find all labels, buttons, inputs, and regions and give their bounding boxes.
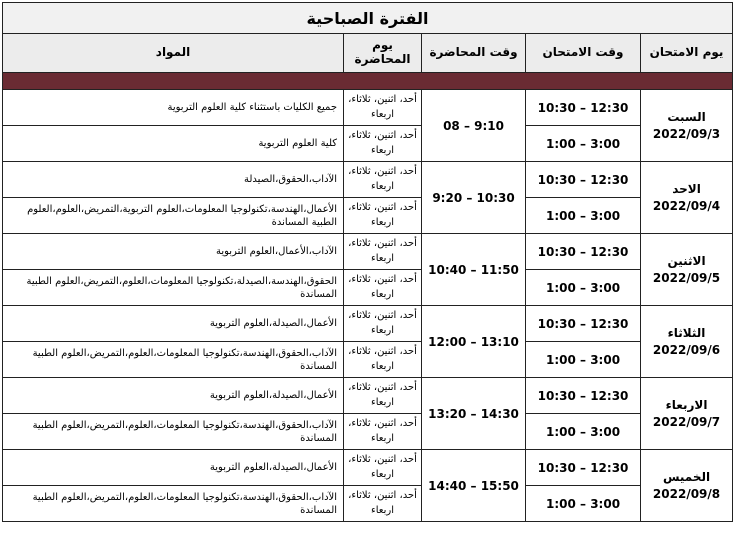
lecture-days-cell: أحد، اثنين، ثلاثاء، اربعاء bbox=[344, 162, 422, 198]
subjects-cell: كلية العلوم التربوية bbox=[3, 126, 344, 162]
exam-time-cell: 10:30 – 12:30 bbox=[526, 162, 641, 198]
table-row bbox=[3, 486, 733, 522]
subjects-cell: الآداب،الحقوق،الهندسة،تكنولوجيا المعلومات،العلوم،التمريض،العلوم الطبية المساندة bbox=[3, 486, 344, 522]
exam-time-cell: 1:00 – 3:00 bbox=[526, 126, 641, 162]
subjects-cell: الأعمال،الصيدلة،العلوم التربوية bbox=[3, 378, 344, 414]
schedule-title: الفترة الصباحية bbox=[3, 3, 733, 34]
exam-day-cell bbox=[641, 450, 733, 522]
lecture-days-cell: أحد، اثنين، ثلاثاء، اربعاء bbox=[344, 270, 422, 306]
exam-day-date: 2022/09/6 bbox=[652, 342, 721, 357]
lecture-days-cell: أحد، اثنين، ثلاثاء، اربعاء bbox=[344, 126, 422, 162]
header-lecture-day: يوم المحاضرة bbox=[344, 34, 422, 73]
exam-time-cell: 1:00 – 3:00 bbox=[526, 198, 641, 234]
exam-day-name: السبت bbox=[667, 110, 706, 125]
exam-day-cell bbox=[641, 306, 733, 378]
subjects-cell: الآداب،الأعمال،العلوم التربوية bbox=[3, 234, 344, 270]
exam-day-date: 2022/09/7 bbox=[652, 414, 721, 429]
subjects-cell: الأعمال،الصيدلة،العلوم التربوية bbox=[3, 306, 344, 342]
lecture-days-cell: أحد، اثنين، ثلاثاء، اربعاء bbox=[344, 414, 422, 450]
table-row bbox=[3, 450, 733, 486]
lecture-time-cell: 10:40 – 11:50 bbox=[422, 234, 526, 306]
lecture-time-cell: 14:40 – 15:50 bbox=[422, 450, 526, 522]
exam-day-name: الاربعاء bbox=[665, 398, 708, 413]
table-row bbox=[3, 198, 733, 234]
table-row bbox=[3, 90, 733, 126]
lecture-days-cell: أحد، اثنين، ثلاثاء، اربعاء bbox=[344, 450, 422, 486]
header-exam-time: وقت الامتحان bbox=[526, 34, 641, 73]
schedule-container bbox=[2, 2, 732, 522]
subjects-cell: الحقوق،الهندسة،الصيدلة،تكنولوجيا المعلومات،العلوم،التمريض،العلوم الطبية المساندة bbox=[3, 270, 344, 306]
header-divider-band bbox=[3, 73, 733, 90]
exam-day-cell bbox=[641, 90, 733, 162]
exam-time-cell: 10:30 – 12:30 bbox=[526, 378, 641, 414]
lecture-days-cell: أحد، اثنين، ثلاثاء، اربعاء bbox=[344, 198, 422, 234]
lecture-days-cell: أحد، اثنين، ثلاثاء، اربعاء bbox=[344, 234, 422, 270]
exam-day-name: الاحد bbox=[672, 182, 701, 197]
exam-time-cell: 10:30 – 12:30 bbox=[526, 450, 641, 486]
table-row bbox=[3, 342, 733, 378]
header-exam-day: يوم الامتحان bbox=[641, 34, 733, 73]
table-row bbox=[3, 378, 733, 414]
table-row bbox=[3, 270, 733, 306]
subjects-cell: الأعمال،الصيدلة،العلوم التربوية bbox=[3, 450, 344, 486]
exam-day-name: الاثنين bbox=[667, 254, 706, 269]
exam-time-cell: 1:00 – 3:00 bbox=[526, 270, 641, 306]
lecture-days-cell: أحد، اثنين، ثلاثاء، اربعاء bbox=[344, 306, 422, 342]
exam-day-cell bbox=[641, 378, 733, 450]
exam-day-cell bbox=[641, 234, 733, 306]
table-row bbox=[3, 234, 733, 270]
table-row bbox=[3, 306, 733, 342]
lecture-days-cell: أحد، اثنين، ثلاثاء، اربعاء bbox=[344, 342, 422, 378]
table-row bbox=[3, 162, 733, 198]
lecture-days-cell: أحد، اثنين، ثلاثاء، اربعاء bbox=[344, 378, 422, 414]
schedule-body bbox=[3, 90, 733, 522]
exam-schedule-table bbox=[2, 2, 733, 522]
exam-day-date: 2022/09/3 bbox=[652, 126, 721, 141]
exam-time-cell: 10:30 – 12:30 bbox=[526, 90, 641, 126]
exam-day-date: 2022/09/4 bbox=[652, 198, 721, 213]
divider-band-cell bbox=[3, 73, 733, 90]
lecture-time-cell: 12:00 – 13:10 bbox=[422, 306, 526, 378]
header-lecture-time: وقت المحاضرة bbox=[422, 34, 526, 73]
exam-time-cell: 10:30 – 12:30 bbox=[526, 306, 641, 342]
exam-time-cell: 1:00 – 3:00 bbox=[526, 342, 641, 378]
exam-day-date: 2022/09/5 bbox=[652, 270, 721, 285]
lecture-days-cell: أحد، اثنين، ثلاثاء، اربعاء bbox=[344, 486, 422, 522]
subjects-cell: الآداب،الحقوق،الهندسة،تكنولوجيا المعلومات،العلوم،التمريض،العلوم الطبية المساندة bbox=[3, 414, 344, 450]
lecture-time-cell: 9:20 – 10:30 bbox=[422, 162, 526, 234]
exam-day-date: 2022/09/8 bbox=[652, 486, 721, 501]
subjects-cell: الأعمال،الهندسة،تكنولوجيا المعلومات،العلوم التربوية،التمريض،العلوم،العلوم الطبية المساندة bbox=[3, 198, 344, 234]
subjects-cell: الآداب،الحقوق،الصيدلة bbox=[3, 162, 344, 198]
table-row bbox=[3, 126, 733, 162]
subjects-cell: الآداب،الحقوق،الهندسة،تكنولوجيا المعلومات،العلوم،التمريض،العلوم الطبية المساندة bbox=[3, 342, 344, 378]
lecture-time-cell: 08 – 9:10 bbox=[422, 90, 526, 162]
exam-day-name: الثلاثاء bbox=[667, 326, 706, 341]
lecture-days-cell: أحد، اثنين، ثلاثاء، اربعاء bbox=[344, 90, 422, 126]
exam-day-cell bbox=[641, 162, 733, 234]
exam-time-cell: 10:30 – 12:30 bbox=[526, 234, 641, 270]
exam-time-cell: 1:00 – 3:00 bbox=[526, 486, 641, 522]
table-row bbox=[3, 414, 733, 450]
lecture-time-cell: 13:20 – 14:30 bbox=[422, 378, 526, 450]
exam-day-name: الخميس bbox=[662, 470, 711, 485]
subjects-cell: جميع الكليات باستثناء كلية العلوم التربوية bbox=[3, 90, 344, 126]
header-subjects: المواد bbox=[3, 34, 344, 73]
exam-time-cell: 1:00 – 3:00 bbox=[526, 414, 641, 450]
